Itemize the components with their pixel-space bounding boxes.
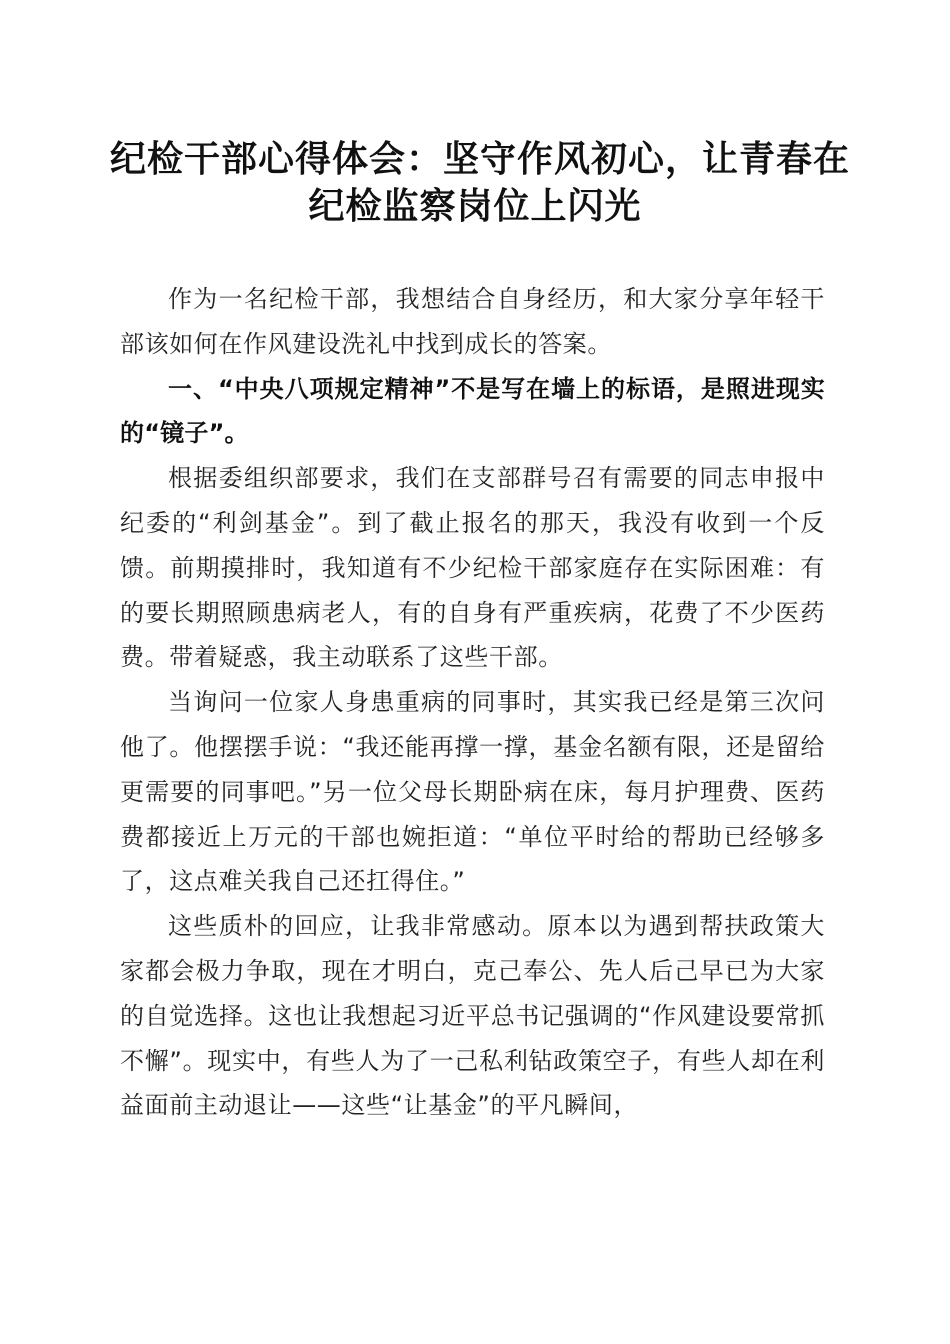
section-heading-1: 一、“中央八项规定精神”不是写在墙上的标语，是照进现实的“镜子”。 [120,374,825,448]
body-paragraph: 这些质朴的回应，让我非常感动。原本以为遇到帮扶政策大家都会极力争取，现在才明白，克己奉公、先人后己早已为大家的自觉选择。这也让我想起习近平总书记强调的“作风建设要常抓不懈”。现实中，有些人为了一己私利钻政策空子，有些人却在利益面前主动退让——这些“让基金”的平凡瞬间， [120,912,825,1120]
body-paragraph: 当询问一位家人身患重病的同事时，其实我已经是第三次问他了。他摆摆手说：“我还能再撑一撑，基金名额有限，还是留给更需要的同事吧。”另一位父母长期卧病在床，每月护理费、医药费都接近上万元的干部也婉拒道：“单位平时给的帮助已经够多了，这点难关我自己还扛得住。” [120,688,825,896]
title-line-2: 纪检监察岗位上闪光 [308,185,642,227]
intro-paragraph: 作为一名纪检干部，我想结合自身经历，和大家分享年轻干部该如何在作风建设洗礼中找到成长的答案。 [120,285,825,358]
body-paragraph: 根据委组织部要求，我们在支部群号召有需要的同志申报中纪委的“利剑基金”。到了截止报名的那天，我没有收到一个反馈。前期摸排时，我知道有不少纪检干部家庭存在实际困难：有的要长期照顾患病老人，有的自身有严重疾病，花费了不少医药费。带着疑惑，我主动联系了这些干部。 [120,464,825,672]
document-body [120,277,825,1128]
title-line-1: 纪检干部心得体会：坚守作风初心，让青春在 [110,138,851,180]
document-title [110,136,851,230]
